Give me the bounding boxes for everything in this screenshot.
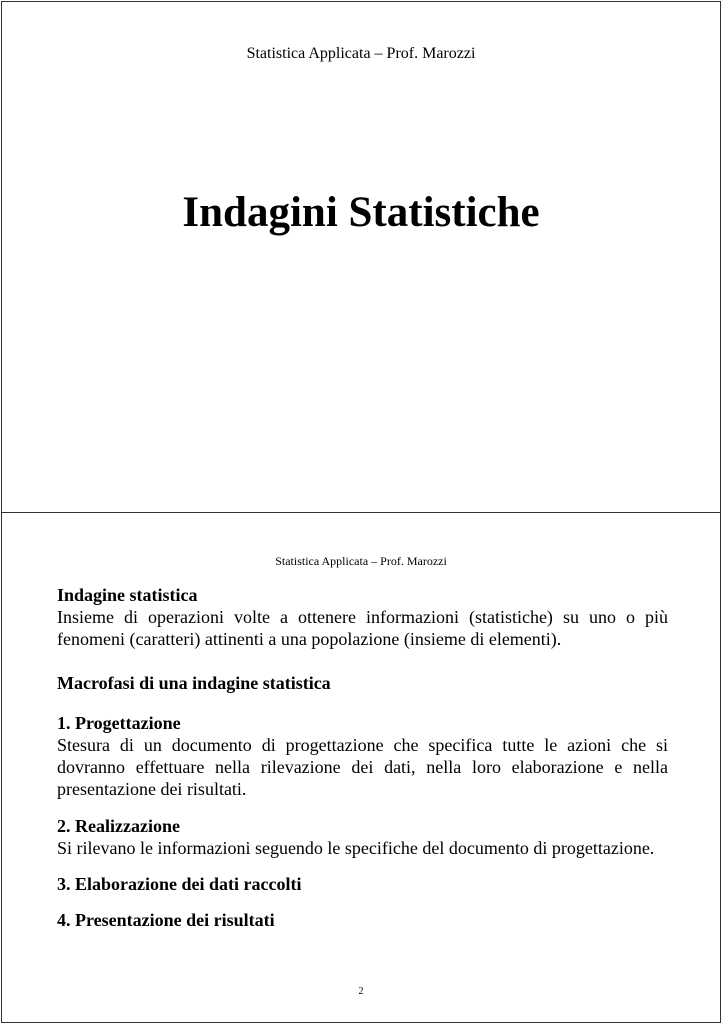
slide-1-title: Indagini Statistiche (182, 189, 540, 236)
slide-2-content (57, 584, 668, 931)
phase-text: Stesura di un documento di progettazione che specifica tutte le azioni che si dovranno effettuare nella rilevazione dei dati, nella loro elaborazione e nella presentazione dei risultati. (57, 735, 668, 799)
slide-1 (1, 1, 721, 513)
phase-heading: 2. Realizzazione (57, 816, 180, 836)
phase-item (57, 712, 668, 800)
phase-item (57, 815, 668, 859)
definition-text: Insieme di operazioni volte a ottenere informazioni (statistiche) su uno o più fenomeni (caratteri) attinenti a una popolazione (insieme di elementi). (57, 607, 668, 649)
phase-heading: 3. Elaborazione dei dati raccolti (57, 874, 302, 894)
slide-2 (1, 512, 721, 1023)
slide-1-header: Statistica Applicata – Prof. Marozzi (246, 45, 476, 62)
slide-2-header: Statistica Applicata – Prof. Marozzi (275, 554, 447, 568)
phase-item (57, 873, 668, 895)
phase-heading: 4. Presentazione dei risultati (57, 910, 275, 930)
phase-text: Si rilevano le informazioni seguendo le specifiche del documento di progettazione. (57, 838, 655, 858)
definition-heading: Indagine statistica (57, 585, 198, 605)
macrofasi-heading: Macrofasi di una indagine statistica (57, 673, 331, 693)
phase-heading: 1. Progettazione (57, 713, 181, 733)
page-number: 2 (358, 986, 364, 997)
phase-item (57, 909, 668, 931)
